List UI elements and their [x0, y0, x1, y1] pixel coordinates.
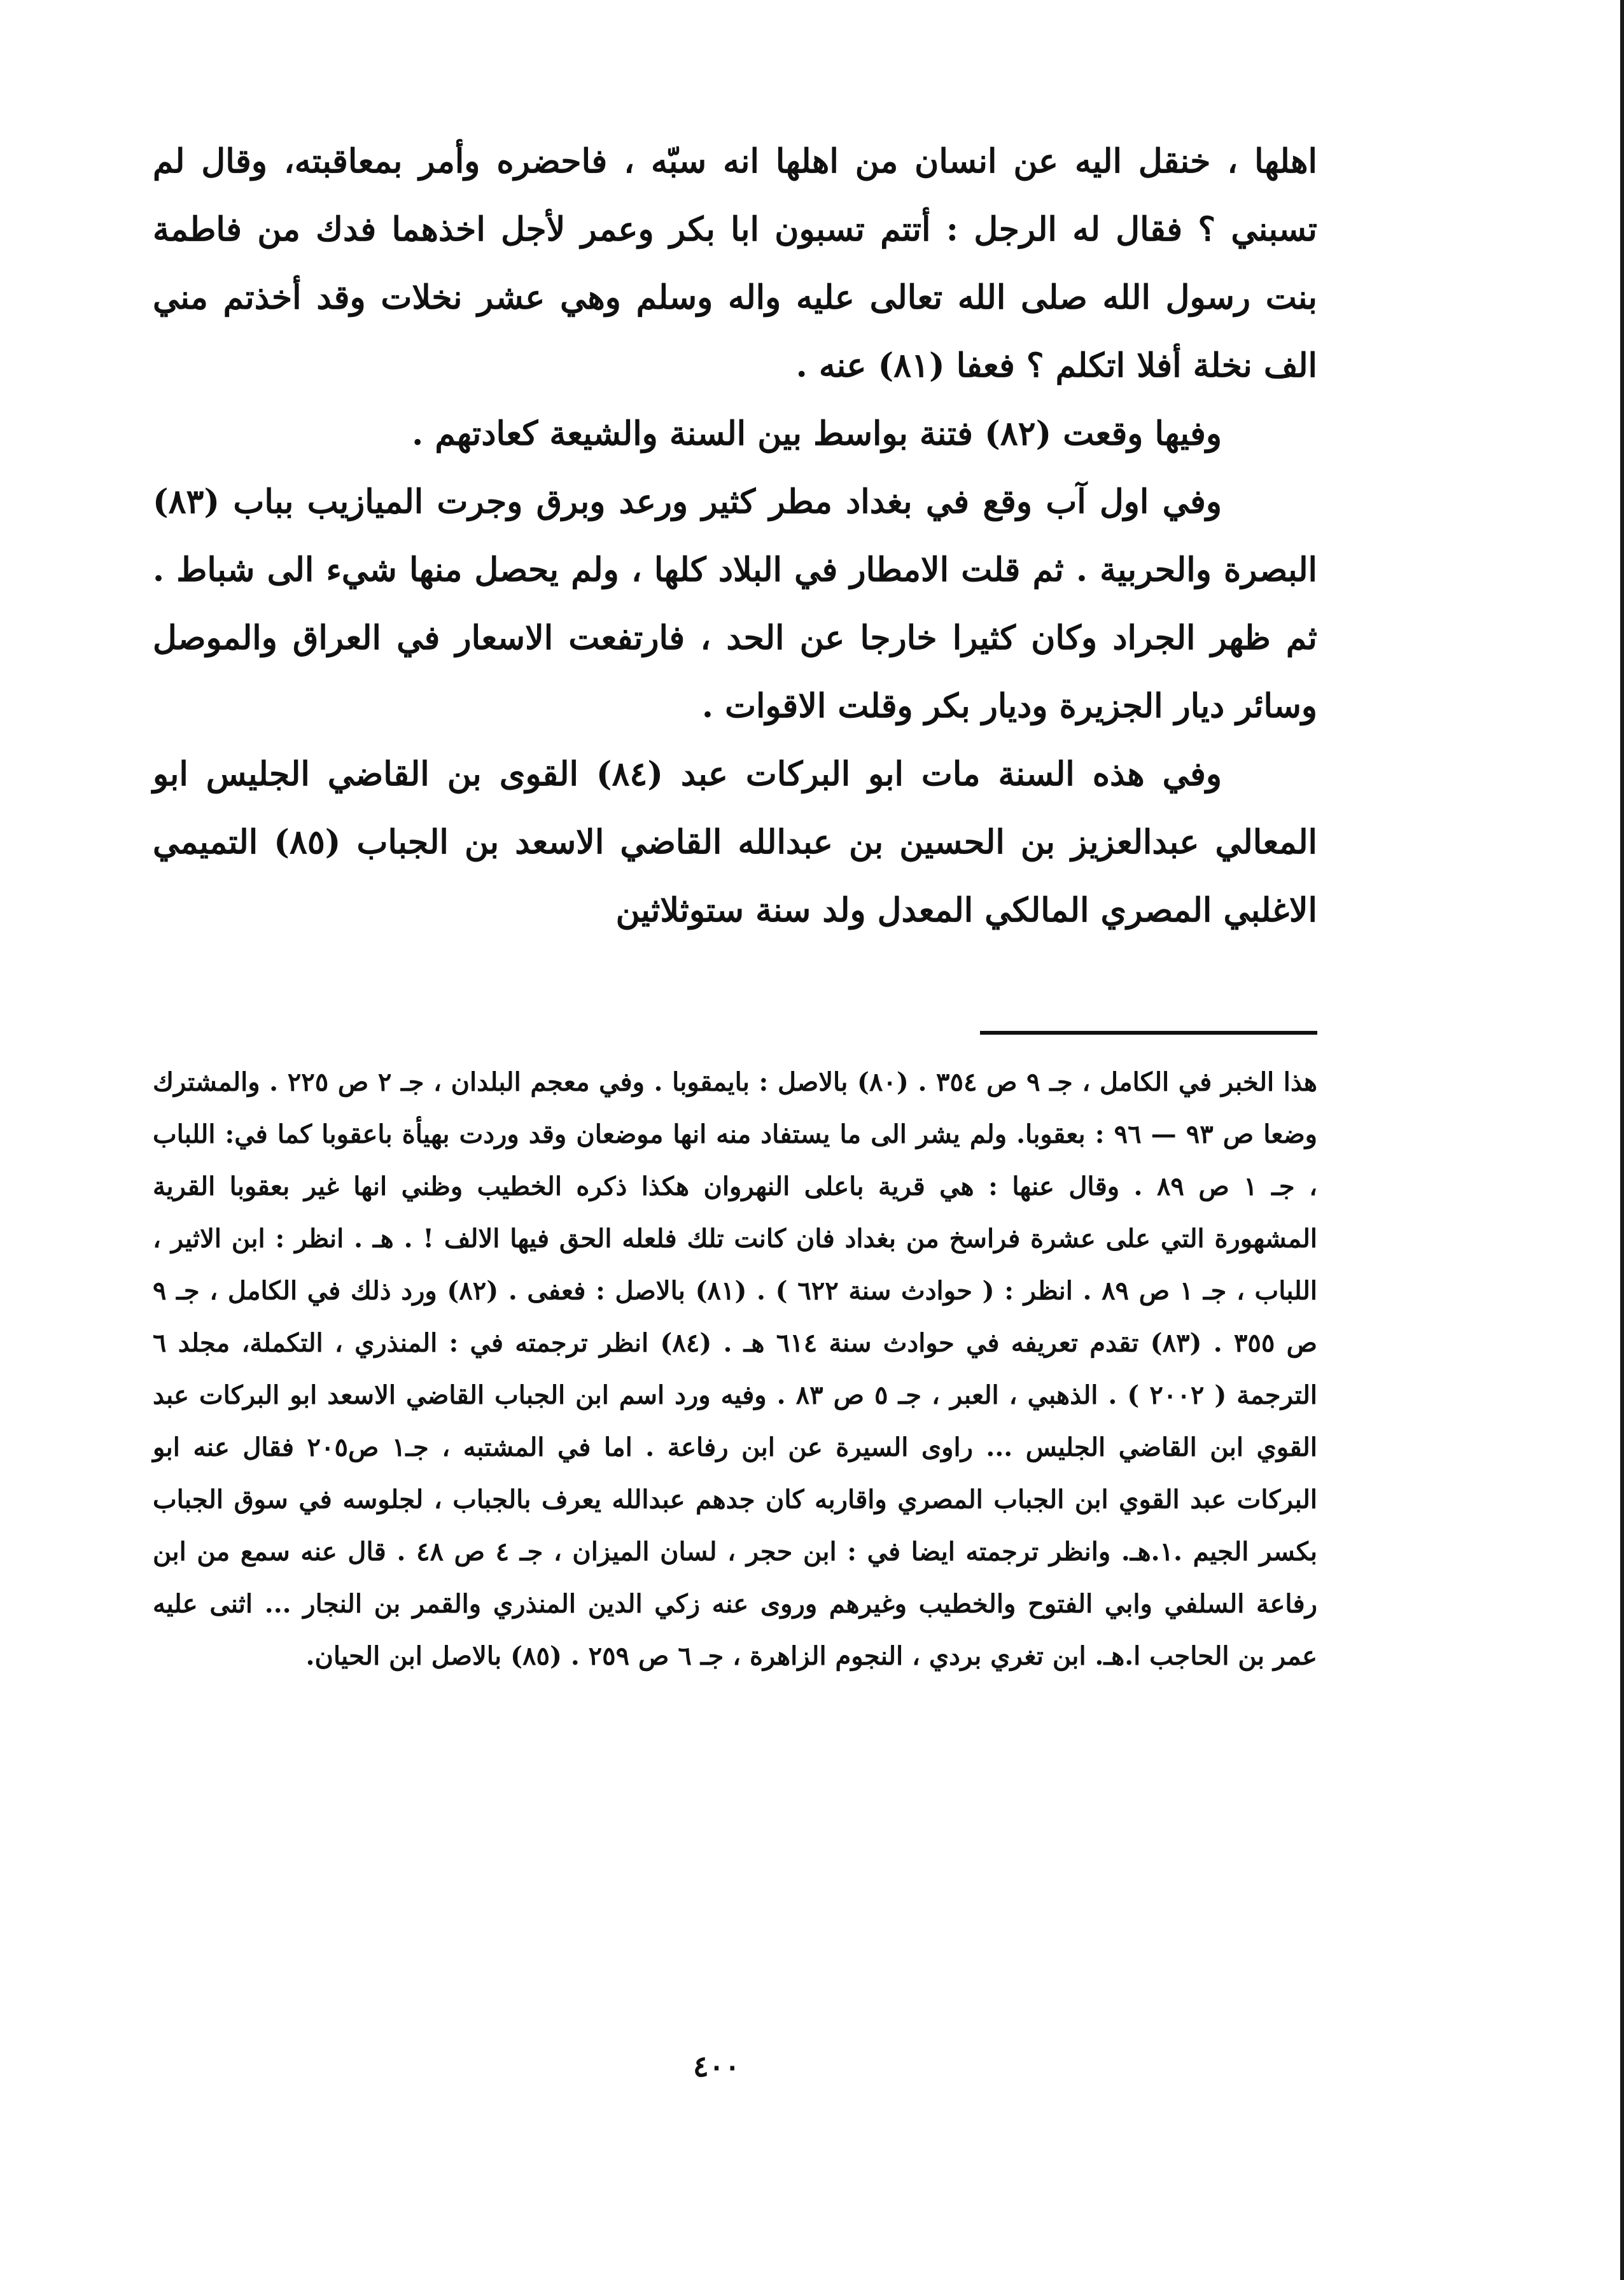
- main-paragraph-2: وفيها وقعت (٨٢) فتنة بواسط بين السنة والشيعة كعادتهم .: [412, 414, 1222, 453]
- page-edge-border: [1620, 0, 1624, 2280]
- page-number: ٤٠٠: [692, 2049, 741, 2083]
- main-paragraph-1: اهلها ، خنقل اليه عن انسان من اهلها انه سبّه ، فاحضره وأمر بمعاقبته، وقال لم تسبني ؟ فقال له الرجل : أتتم تسبون ابا بكر وعمر لأجل اخذهما فدك من فاطمة بنت رسول الله صلى الله تعالى عليه واله وسلم وهي عشر نخلات وقد أخذتم مني الف نخلة أفلا اتكلم ؟ فعفا (٨١) عنه .: [153, 142, 1317, 385]
- main-text-body: [153, 127, 1317, 944]
- main-paragraph-4: وفي هذه السنة مات ابو البركات عبد (٨٤) القوى بن القاضي الجليس ابو المعالي عبدالعزيز بن الحسين بن عبدالله القاضي الاسعد بن الجباب (٨٥) التميمي الاغلبي المصري المالكي المعدل ولد سنة ستوثلاثين: [153, 755, 1317, 930]
- footnotes-block: هذا الخبر في الكامل ، جـ ٩ ص ٣٥٤ . (٨٠) بالاصل : بايمقوبا . وفي معجم البلدان ، جـ ٢ ص ٢٢٥ . والمشترك وضعا ص ٩٣ — ٩٦ : بعقوبا. ولم يشر الى ما يستفاد منه انها موضعان وقد وردت بهيأة باعقوبا كما في: اللباب ، جـ ١ ص ٨٩ . وقال عنها : هي قرية باعلى النهروان هكذا ذكره الخطيب وظني انها غير بعقوبا القرية المشهورة التي على عشرة فراسخ من بغداد فان كانت تلك فلعله الحق فيها الالف ! . هـ . انظر : ابن الاثير ، اللباب ، جـ ١ ص ٨٩ . انظر : ( حوادث سنة ٦٢٢ ) . (٨١) بالاصل : فعفى . (٨٢) ورد ذلك في الكامل ، جـ ٩ ص ٣٥٥ . (٨٣) تقدم تعريفه في حوادث سنة ٦١٤ هـ . (٨٤) انظر ترجمته في : المنذري ، التكملة، مجلد ٦ الترجمة ( ٢٠٠٢ ) . الذهبي ، العبر ، جـ ٥ ص ٨٣ . وفيه ورد اسم ابن الجباب القاضي الاسعد ابو البركات عبد القوي ابن القاضي الجليس ... راوى السيرة عن ابن رفاعة . اما في المشتبه ، جـ١ ص٢٠٥ فقال عنه ابو البركات عبد القوي ابن الجباب المصري واقاربه كان جدهم عبدالله يعرف بالجباب ، لجلوسه في سوق الجباب بكسر الجيم .١.هـ. وانظر ترجمته ايضا في : ابن حجر ، لسان الميزان ، جـ ٤ ص ٤٨ . قال عنه سمع من ابن رفاعة السلفي وابي الفتوح والخطيب وغيرهم وروى عنه زكي الدين المنذري والقمر بن النجار ... اثنى عليه عمر بن الحاجب ا.هـ. ابن تغري بردي ، النجوم الزاهرة ، جـ ٦ ص ٢٥٩ . (٨٥) بالاصل ابن الحيان.: [153, 1067, 1318, 1671]
- footnote-divider: [980, 1031, 1317, 1035]
- main-paragraph-3: وفي اول آب وقع في بغداد مطر كثير ورعد وبرق وجرت الميازيب بباب (٨٣) البصرة والحربية . ثم قلت الامطار في البلاد كلها ، ولم يحصل منها شيء الى شباط . ثم ظهر الجراد وكان كثيرا خارجا عن الحد ، فارتفعت الاسعار في العراق والموصل وسائر ديار الجزيرة وديار بكر وقلت الاقوات .: [153, 482, 1317, 725]
